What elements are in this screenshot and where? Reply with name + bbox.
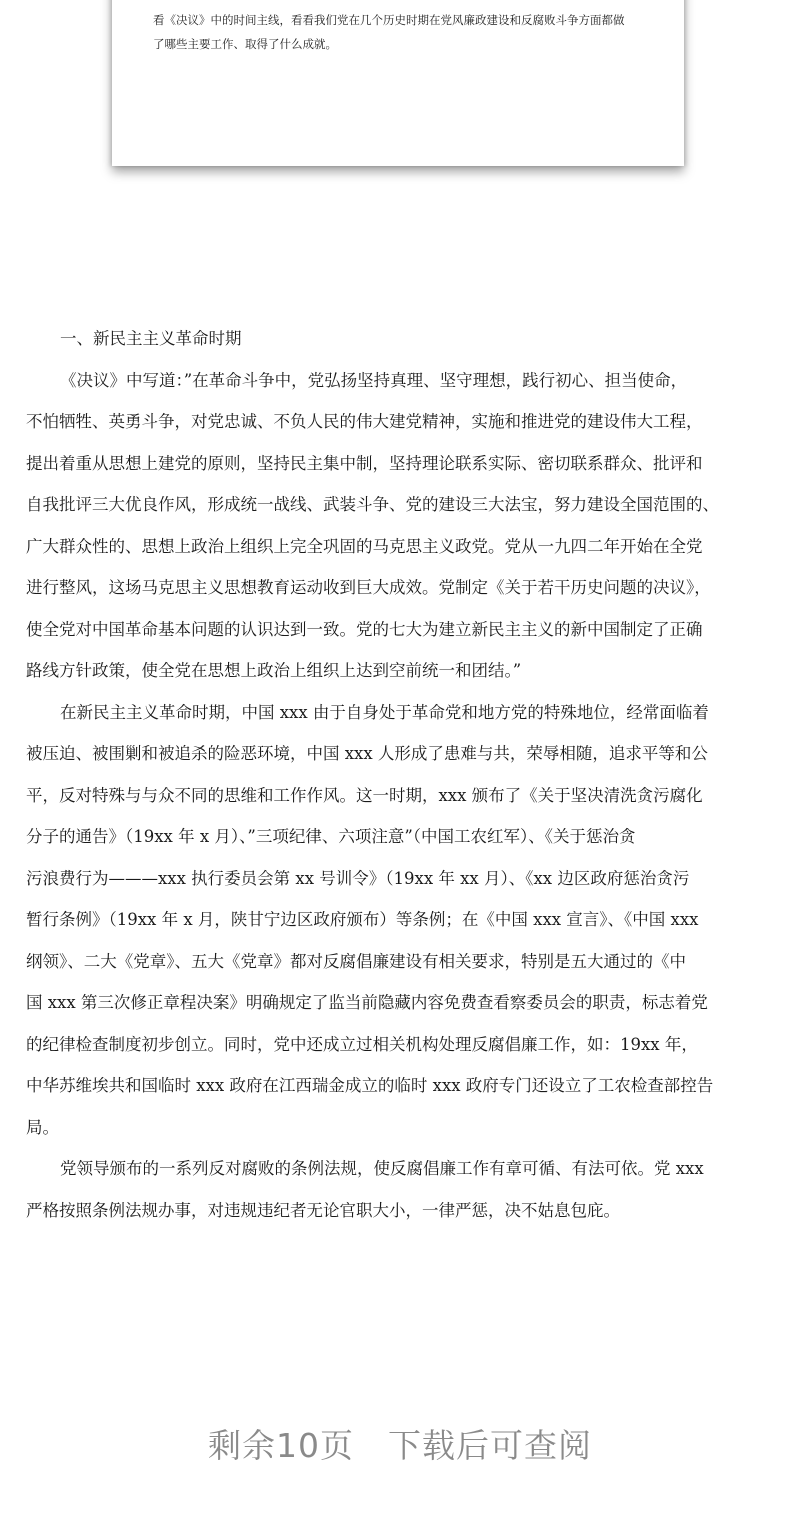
paragraph-line: 提出着重从思想上建党的原则，坚持民主集中制，坚持理论联系实际、密切联系群众、批评和 <box>26 453 703 473</box>
remaining-pages-label: 剩余10页 <box>208 1426 354 1465</box>
paragraph-line: 平，反对特殊与与众不同的思维和工作作风。这一时期，xxx 颁布了《关于坚决清洗贪污腐化 <box>26 785 703 805</box>
paragraph-line: 纲领》、二大《党章》、五大《党章》都对反腐倡廉建设有相关要求，特别是五大通过的《中 <box>26 951 686 971</box>
section-heading: 一、新民主主义革命时期 <box>60 329 242 348</box>
remaining-pages-banner[interactable] <box>0 1420 800 1467</box>
paragraph-line: 广大群众性的、思想上政治上组织上完全巩固的马克思主义政党。党从一九四二年开始在全党 <box>26 536 703 556</box>
paragraph-line: 严格按照条例法规办事，对违规违纪者无论官职大小，一律严惩，决不姑息包庇。 <box>26 1200 620 1220</box>
paragraph-line: 被压迫、被围剿和被追杀的险恶环境，中国 xxx 人形成了患难与共，荣辱相随，追求平等和公 <box>26 744 708 763</box>
paragraph-line: 的纪律检查制度初步创立。同时，党中还成立过相关机构处理反腐倡廉工作，如：19xx 年， <box>26 1034 698 1054</box>
paragraph-line: 不怕牺牲、英勇斗争，对党忠诚、不负人民的伟大建党精神，实施和推进党的建设伟大工程， <box>26 412 703 431</box>
preview-card <box>112 0 684 166</box>
document-body <box>26 318 776 1231</box>
paragraph-line: 《决议》中写道：”在革命斗争中，党弘扬坚持真理、坚守理想，践行初心、担当使命， <box>60 370 688 390</box>
paragraph-line: 暂行条例》（19xx 年 x 月，陕甘宁边区政府颁布）等条例；在《中国 xxx 宣言》、《中国 xxx <box>26 910 699 929</box>
paragraph-line: 路线方针政策，使全党在思想上政治上组织上达到空前统一和团结。” <box>26 661 522 680</box>
download-prompt-label[interactable]: 下载后可查阅 <box>388 1426 592 1465</box>
paragraph-line: 党领导颁布的一系列反对腐败的条例法规，使反腐倡廉工作有章可循、有法可依。党 xxx <box>60 1159 704 1178</box>
preview-line: 了哪些主要工作、取得了什么成就。 <box>153 37 337 51</box>
paragraph-regulations <box>26 1148 776 1231</box>
paragraph-line: 局。 <box>26 1117 59 1137</box>
paragraph-revolution-period <box>26 692 776 1149</box>
paragraph-line: 自我批评三大优良作风，形成统一战线、武装斗争、党的建设三大法宝，努力建设全国范围的、 <box>26 495 719 514</box>
paragraph-line: 在新民主主义革命时期，中国 xxx 由于自身处于革命党和地方党的特殊地位，经常面临着 <box>60 702 709 722</box>
paragraph-line: 进行整风，这场马克思主义思想教育运动收到巨大成效。党制定《关于若干历史问题的决议》， <box>26 578 711 597</box>
paragraph-line: 国 xxx 第三次修正章程决案》明确规定了监当前隐藏内容免费查看察委员会的职责，标志着党 <box>26 993 708 1012</box>
paragraph-line: 中华苏维埃共和国临时 xxx 政府在江西瑞金成立的临时 xxx 政府专门还设立了工农检查部控告 <box>26 1076 714 1095</box>
paragraph-line: 污浪费行为———xxx 执行委员会第 xx 号训令》（19xx 年 xx 月）、《xx 边区政府惩治贪污 <box>26 868 690 888</box>
paragraph-line: 使全党对中国革命基本问题的认识达到一致。党的七大为建立新民主主义的新中国制定了正确 <box>26 619 703 639</box>
preview-line: 看《决议》中的时间主线，看看我们党在几个历史时期在党风廉政建设和反腐败斗争方面都做 <box>153 13 625 27</box>
preview-text <box>153 8 653 56</box>
paragraph-line: 分子的通告》（19xx 年 x 月）、”三项纪律、六项注意”（中国工农红军）、《关于惩治贪 <box>26 827 636 846</box>
paragraph-resolution-quote <box>26 360 776 692</box>
